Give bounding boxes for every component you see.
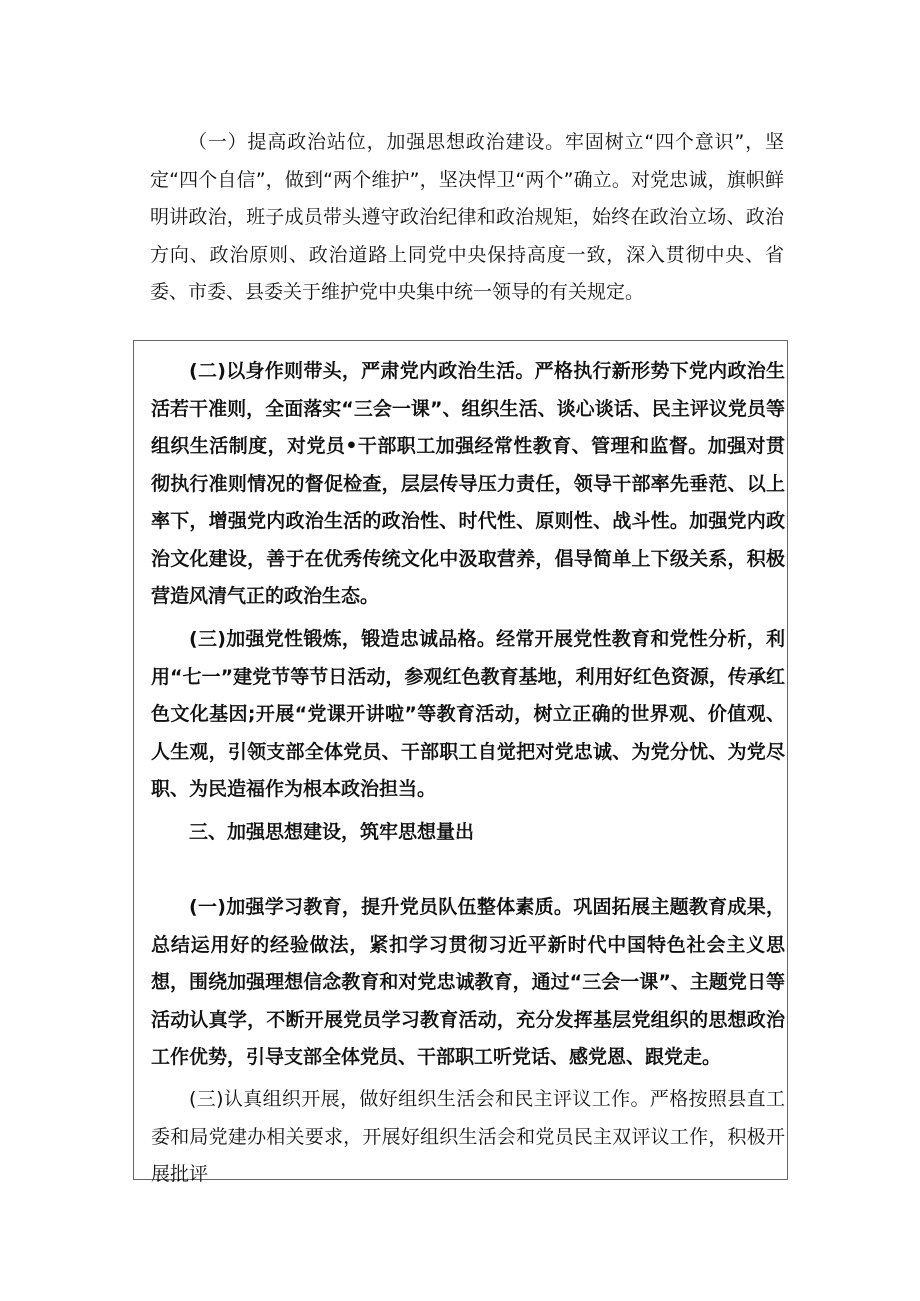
bordered-text-box bbox=[133, 340, 788, 1185]
paragraph-study-education: (一)加强学习教育，提升党员队伍整体素质。巩固拓展主题教育成果，总结运用好的经验做法，紧扣学习贯彻习近平新时代中国特色社会主义思想，围绕加强理想信念教育和对党忠诚教育，通过“三会一课”、主题党日等活动认真学，不断开展党员学习教育活动，充分发挥基层党组织的思想政治工作优势，引导支部全体党员、干部职工听党话、感党恩、跟党走。 bbox=[151, 896, 785, 1068]
paragraph-political-stance: （一）提高政治站位，加强思想政治建设。牢固树立“四个意识”，坚定“四个自信”，做到“两个维护”，坚决悍卫“两个”确立。对党忠诚，旗帜鲜明讲政治，班子成员带头遵守政治纪律和政治规矩，始终在政治立场、政治方向、政治原则、政治道路上同党中央保持高度一致，深入贯彻中央、省委、市委、县委关于维护党中央集中统一领导的有关规定。 bbox=[150, 131, 784, 303]
paragraph-party-political-life: (二)以身作则带头，严肃党内政治生活。严格执行新形势下党内政治生活若干准则，全面落实“三会一课”、组织生活、谈心谈话、民主评议党员等组织生活制度，对党员•干部职工加强经常性教育、管理和监督。加强对贯彻执行准则情况的督促检查，层层传导压力责任，领导干部率先垂范、以上率下，增强党内政治生活的政治性、时代性、原则性、战斗性。加强党内政治文化建设，善于在优秀传统文化中汲取营养，倡导简单上下级关系，积极营造风清气正的政治生态。 bbox=[151, 360, 785, 607]
paragraph-party-spirit-training: (三)加强党性锻炼，锻造忠诚品格。经常开展党性教育和党性分析，利用“七一”建党节等节日活动，参观红色教育基地，利用好红色资源，传承红色文化基因;开展“党课开讲啦”等教育活动，树立正确的世界观、价值观、人生观，引领支部全体党员、干部职工自觉把对党忠诚、为党分忧、为党尽职、为民造福作为根本政治担当。 bbox=[151, 628, 785, 800]
section-heading-ideological-building: 三、加强思想建设，筑牢思想量出 bbox=[189, 821, 475, 843]
paragraph-organizational-life-meeting: (三)认真组织开展，做好组织生活会和民主评议工作。严格按照县直工委和局党建办相关要求，开展好组织生活会和党员民主双评议工作，积极开展批评 bbox=[151, 1088, 785, 1185]
